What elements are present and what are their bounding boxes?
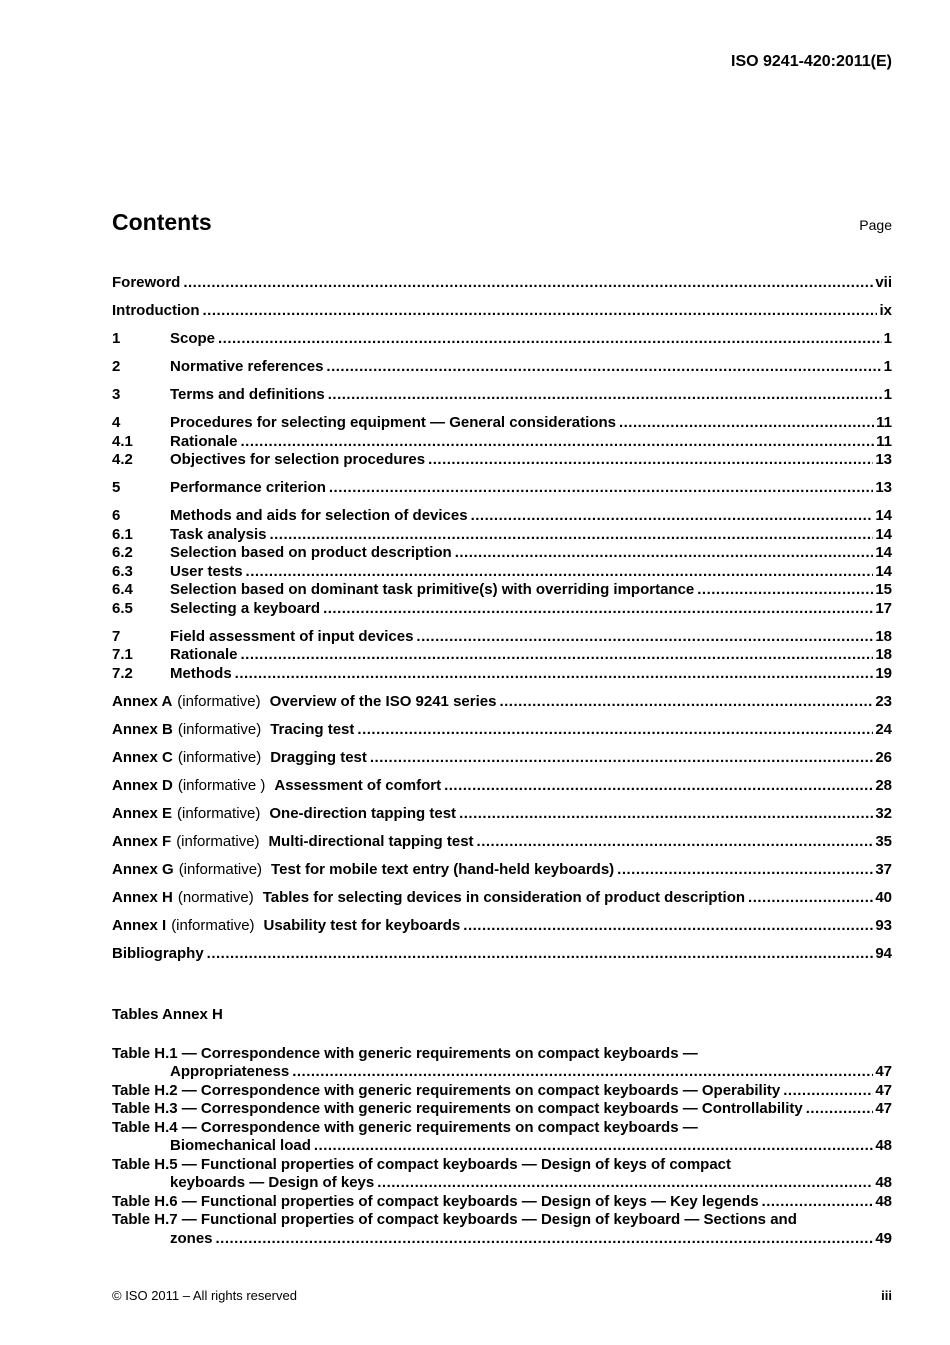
toc-entry-title: Scope xyxy=(170,330,216,347)
table-entry-page: 47 xyxy=(875,1081,892,1099)
table-entry-text: Table H.3 — Correspondence with generic requirements on compact keyboards — Controllability xyxy=(112,1100,803,1117)
annex-title: Overview of the ISO 9241 series xyxy=(269,692,497,710)
table-entry xyxy=(112,1119,892,1156)
annex-prefix: Annex A xyxy=(112,692,173,710)
toc-entry-page: 35 xyxy=(875,832,892,850)
toc-entry-number: 7 xyxy=(112,627,121,645)
toc-entry-page: 1 xyxy=(883,358,892,375)
page-column-label: Page xyxy=(859,217,892,233)
toc-group xyxy=(112,358,892,377)
leader-dots xyxy=(783,1082,873,1101)
toc-entry-title: Field assessment of input devices xyxy=(170,627,414,645)
contents-header xyxy=(112,209,892,236)
toc-entry-page: 11 xyxy=(876,414,892,431)
leader-dots xyxy=(762,1193,874,1212)
toc-entry-number: 6 xyxy=(112,507,121,524)
annex-kind-label: (informative) xyxy=(171,916,255,934)
table-entry-page: 49 xyxy=(875,1229,892,1247)
leader-dots xyxy=(323,600,873,619)
toc-entry-title: Methods xyxy=(170,664,232,682)
toc-entry-title: Task analysis xyxy=(170,525,267,543)
table-entry-text: Table H.4 — Correspondence with generic requirements on compact keyboards — xyxy=(112,1118,698,1136)
toc-entry xyxy=(112,777,892,796)
toc-entry-number: 6.4 xyxy=(112,581,133,598)
toc-entry-title: Objectives for selection procedures xyxy=(170,451,426,468)
toc-entry xyxy=(112,507,892,526)
toc-entry-page: 13 xyxy=(875,451,892,468)
toc-entry xyxy=(112,414,892,433)
table-entry-line xyxy=(112,1063,892,1082)
toc-group xyxy=(112,507,892,618)
toc-group xyxy=(112,628,892,684)
toc-entry-page: 28 xyxy=(875,776,892,794)
table-entry-text: keyboards — Design of keys xyxy=(170,1174,375,1191)
toc-entry xyxy=(112,544,892,563)
toc-entry-page: 14 xyxy=(875,544,892,561)
annex-title: One-direction tapping test xyxy=(269,804,457,822)
annex-title: Test for mobile text entry (hand-held keyboards) xyxy=(271,860,615,878)
toc-group xyxy=(112,805,892,824)
leader-dots xyxy=(329,479,873,498)
table-entry-line xyxy=(112,1193,892,1212)
leader-dots xyxy=(477,833,874,852)
annex-prefix: Annex D xyxy=(112,776,173,794)
toc-entry-title: Normative references xyxy=(170,358,324,375)
toc-entry-title: Bibliography xyxy=(112,944,204,962)
table-entry-line xyxy=(112,1230,892,1249)
leader-dots xyxy=(314,1137,873,1156)
table-entry xyxy=(112,1193,892,1212)
table-entry-line xyxy=(112,1137,892,1156)
toc-entry-page: 23 xyxy=(875,692,892,710)
table-entry-page: 47 xyxy=(875,1063,892,1080)
toc-entry xyxy=(112,330,892,349)
annex-title: Usability test for keyboards xyxy=(263,916,461,934)
toc-entry-title: Rationale xyxy=(170,432,238,450)
annex-prefix: Annex F xyxy=(112,832,172,850)
toc-entry-title: Methods and aids for selection of devices xyxy=(170,507,468,524)
leader-dots xyxy=(357,721,873,740)
leader-dots xyxy=(428,451,873,470)
table-entry-page: 47 xyxy=(875,1100,892,1117)
annex-title: Dragging test xyxy=(270,748,367,766)
toc-entry xyxy=(112,526,892,545)
toc-group xyxy=(112,945,892,964)
toc-entry-title: Selection based on product description xyxy=(170,544,452,561)
toc-entry-title: Performance criterion xyxy=(170,479,326,496)
toc-entry-title xyxy=(112,833,474,852)
toc-entry-page: 14 xyxy=(875,525,892,543)
annex-prefix: Annex I xyxy=(112,916,167,934)
leader-dots xyxy=(216,1230,874,1249)
toc-group xyxy=(112,693,892,712)
toc-entry-title: Procedures for selecting equipment — General considerations xyxy=(170,414,616,431)
table-entry-line xyxy=(112,1119,892,1138)
table-entry xyxy=(112,1211,892,1248)
annex-kind-label: (normative) xyxy=(177,888,254,906)
toc-entry-title: Rationale xyxy=(170,646,238,663)
toc-group xyxy=(112,917,892,936)
tables-annex-heading: Tables Annex H xyxy=(112,1006,223,1023)
table-entry-text: Table H.7 — Functional properties of compact keyboards — Design of keyboard — Sections and xyxy=(112,1211,797,1228)
toc-group xyxy=(112,479,892,498)
toc-entry-page: 15 xyxy=(875,581,892,598)
leader-dots xyxy=(455,544,874,563)
table-entry-line xyxy=(112,1045,892,1064)
annex-kind-label: (informative) xyxy=(178,860,263,878)
table-entry-text: Table H.2 — Correspondence with generic requirements on compact keyboards — Operability xyxy=(112,1081,781,1099)
toc-entry-number: 6.3 xyxy=(112,562,133,580)
table-entry xyxy=(112,1156,892,1193)
toc-entry xyxy=(112,693,892,712)
toc-entry-page: 18 xyxy=(875,627,892,645)
toc-entry-title: Terms and definitions xyxy=(170,386,325,403)
annex-title: Tracing test xyxy=(270,720,355,738)
leader-dots xyxy=(459,805,873,824)
toc-entry xyxy=(112,749,892,768)
leader-dots xyxy=(463,917,873,936)
toc-group xyxy=(112,274,892,293)
table-entry-line xyxy=(112,1156,892,1175)
annex-kind-label: (informative) xyxy=(177,748,262,766)
toc-entry-page: 94 xyxy=(875,944,892,962)
toc-group xyxy=(112,861,892,880)
leader-dots xyxy=(444,777,873,796)
leader-dots xyxy=(326,358,881,377)
annex-kind-label: (informative ) xyxy=(177,776,266,794)
toc-entry xyxy=(112,433,892,452)
toc-entry-page: 1 xyxy=(883,330,892,347)
toc-entry-number: 4 xyxy=(112,414,121,431)
toc-group xyxy=(112,302,892,321)
toc-entry-title xyxy=(112,721,354,740)
toc-entry-title: Selection based on dominant task primitive(s) with overriding importance xyxy=(170,581,695,598)
toc-entry-number: 6.2 xyxy=(112,544,133,561)
toc-entry xyxy=(112,628,892,647)
table-entry-line xyxy=(112,1082,892,1101)
leader-dots xyxy=(292,1063,873,1082)
toc-entry xyxy=(112,861,892,880)
leader-dots xyxy=(328,386,882,405)
toc-entry-page: 1 xyxy=(883,386,892,403)
toc-entry xyxy=(112,646,892,665)
table-entry xyxy=(112,1045,892,1082)
toc-entry-page: 37 xyxy=(875,860,892,878)
toc-entry xyxy=(112,917,892,936)
table-entry-text: Appropriateness xyxy=(170,1063,290,1080)
toc-entry xyxy=(112,386,892,405)
annex-kind-label: (informative) xyxy=(177,804,261,822)
toc-entry xyxy=(112,302,892,321)
toc-entry-number: 4.1 xyxy=(112,432,133,450)
toc-entry-title: User tests xyxy=(170,562,243,580)
toc-entry-page: 13 xyxy=(875,479,892,496)
table-entry xyxy=(112,1100,892,1119)
leader-dots xyxy=(416,628,873,647)
toc-entry xyxy=(112,358,892,377)
table-entry-text: Table H.6 — Functional properties of compact keyboards — Design of keys — Key legends xyxy=(112,1192,759,1210)
toc-entry-number: 4.2 xyxy=(112,451,133,468)
toc-entry xyxy=(112,479,892,498)
toc-entry xyxy=(112,945,892,964)
leader-dots xyxy=(218,330,882,349)
leader-dots xyxy=(202,302,877,321)
leader-dots xyxy=(370,749,873,768)
toc-entry-title xyxy=(112,805,456,824)
leader-dots xyxy=(748,889,873,908)
leader-dots xyxy=(207,945,874,964)
annex-prefix: Annex C xyxy=(112,748,173,766)
toc-list xyxy=(112,274,892,963)
table-entry xyxy=(112,1082,892,1101)
toc-entry-title xyxy=(112,861,614,880)
toc-entry-number: 5 xyxy=(112,479,121,496)
annex-title: Multi-directional tapping test xyxy=(268,832,474,850)
toc-entry xyxy=(112,889,892,908)
leader-dots xyxy=(617,861,873,880)
toc-entry xyxy=(112,805,892,824)
toc-entry xyxy=(112,721,892,740)
toc-entry-number: 1 xyxy=(112,330,121,347)
toc-entry-page: 26 xyxy=(875,748,892,766)
toc-entry xyxy=(112,600,892,619)
toc-entry xyxy=(112,665,892,684)
leader-dots xyxy=(246,563,874,582)
toc-entry-title: Introduction xyxy=(112,302,200,319)
tables-list xyxy=(112,1045,892,1249)
toc-entry-page: ix xyxy=(879,302,892,319)
table-entry-line xyxy=(112,1100,892,1119)
annex-kind-label: (informative) xyxy=(176,832,260,850)
leader-dots xyxy=(241,646,874,665)
table-entry-page: 48 xyxy=(875,1192,892,1210)
toc-entry-page: 40 xyxy=(875,888,892,906)
table-entry-text: Table H.5 — Functional properties of compact keyboards — Design of keys of compact xyxy=(112,1155,732,1173)
toc-entry-number: 3 xyxy=(112,386,121,403)
leader-dots xyxy=(471,507,874,526)
toc-group xyxy=(112,749,892,768)
leader-dots xyxy=(235,665,874,684)
toc-group xyxy=(112,386,892,405)
toc-entry-page: 93 xyxy=(875,916,892,934)
table-entry-line xyxy=(112,1211,892,1230)
leader-dots xyxy=(241,433,875,452)
table-entry-text: zones xyxy=(170,1229,213,1247)
toc-group xyxy=(112,721,892,740)
annex-kind-label: (informative) xyxy=(177,692,261,710)
toc-entry-number: 6.5 xyxy=(112,599,133,617)
toc-entry xyxy=(112,274,892,293)
annex-prefix: Annex E xyxy=(112,804,173,822)
toc-entry xyxy=(112,581,892,600)
toc-entry-title: Selecting a keyboard xyxy=(170,599,321,617)
toc-entry-page: 24 xyxy=(875,720,892,738)
toc-entry-number: 6.1 xyxy=(112,525,133,543)
toc-entry-page: 11 xyxy=(876,432,892,450)
leader-dots xyxy=(377,1174,873,1193)
toc-entry-title: Foreword xyxy=(112,274,181,291)
toc-entry-page: 14 xyxy=(875,562,892,580)
document-id: ISO 9241-420:2011(E) xyxy=(731,53,892,70)
toc-entry-number: 7.1 xyxy=(112,646,133,663)
table-entry-text: Table H.1 — Correspondence with generic requirements on compact keyboards — xyxy=(112,1044,698,1062)
toc-group xyxy=(112,833,892,852)
toc-entry-page: 18 xyxy=(875,646,892,663)
toc-entry-title xyxy=(112,749,367,768)
toc-entry-page: 14 xyxy=(875,507,892,524)
leader-dots xyxy=(499,693,873,712)
toc-entry xyxy=(112,563,892,582)
annex-prefix: Annex H xyxy=(112,888,173,906)
annex-kind-label: (informative) xyxy=(177,720,262,738)
leader-dots xyxy=(697,581,873,600)
toc-entry-page: 32 xyxy=(875,804,892,822)
toc-entry-title xyxy=(112,693,496,712)
toc-entry-number: 7.2 xyxy=(112,664,133,682)
table-entry-text: Biomechanical load xyxy=(170,1137,311,1154)
leader-dots xyxy=(806,1100,874,1119)
copyright-notice: © ISO 2011 – All rights reserved xyxy=(112,1288,297,1303)
toc-group xyxy=(112,330,892,349)
toc-entry-title xyxy=(112,777,441,796)
toc-group xyxy=(112,889,892,908)
page-footer xyxy=(112,1288,892,1303)
toc-entry xyxy=(112,833,892,852)
annex-prefix: Annex B xyxy=(112,720,173,738)
leader-dots xyxy=(269,526,873,545)
toc-entry-page: 17 xyxy=(875,599,892,617)
toc-entry-page: vii xyxy=(875,274,892,291)
folio-page-number: iii xyxy=(881,1288,892,1303)
table-entry-page: 48 xyxy=(875,1137,892,1154)
table-entry-line xyxy=(112,1174,892,1193)
annex-title: Tables for selecting devices in consideration of product description xyxy=(262,888,746,906)
toc-entry-title xyxy=(112,889,745,908)
leader-dots xyxy=(619,414,874,433)
toc-entry-number: 2 xyxy=(112,358,121,375)
annex-title: Assessment of comfort xyxy=(274,776,442,794)
contents-title: Contents xyxy=(112,209,212,235)
annex-prefix: Annex G xyxy=(112,860,174,878)
toc-entry-page: 19 xyxy=(875,664,892,682)
toc-entry xyxy=(112,451,892,470)
toc-group xyxy=(112,414,892,470)
leader-dots xyxy=(183,274,873,293)
toc-group xyxy=(112,777,892,796)
toc-entry-title xyxy=(112,917,460,936)
table-entry-page: 48 xyxy=(875,1174,892,1191)
